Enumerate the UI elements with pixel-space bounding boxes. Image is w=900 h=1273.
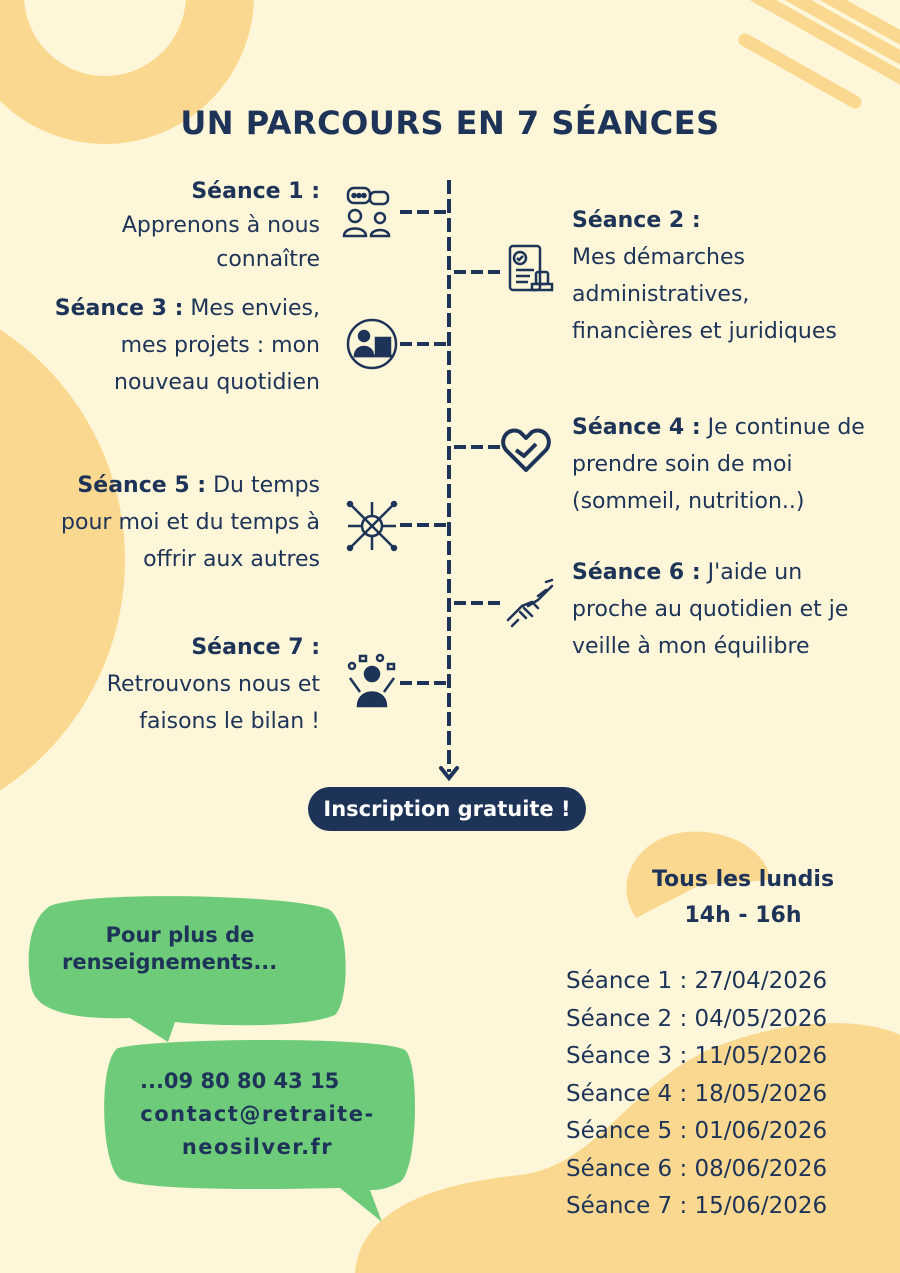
- hands-network-icon: [344, 498, 400, 554]
- contact-heading-line1: Pour plus de: [105, 923, 255, 947]
- schedule-day: Tous les lundis: [651, 867, 835, 892]
- session-7: [60, 629, 320, 740]
- session-2-label: Séance 2 :: [572, 208, 701, 233]
- session-1-label: Séance 1 :: [191, 179, 320, 204]
- juggling-person-icon: [344, 652, 400, 708]
- heart-check-icon: [498, 422, 554, 478]
- email-line2: neosilver.fr: [181, 1135, 334, 1159]
- page-title: UN PARCOURS EN 7 SÉANCES: [180, 104, 720, 142]
- session-4: [572, 409, 872, 520]
- session-4-label: Séance 4 :: [572, 415, 701, 440]
- date-item: Séance 5 : 01/06/2026: [566, 1118, 828, 1144]
- date-list: [566, 963, 827, 1226]
- session-2: [572, 202, 872, 350]
- session-5: [40, 467, 320, 578]
- session-1-text: Apprenons à nous connaître: [121, 213, 320, 272]
- schedule: [630, 862, 856, 934]
- session-7-text: Retrouvons nous et faisons le bilan !: [106, 672, 320, 734]
- session-3: [40, 290, 320, 401]
- session-4-text: Je continue de prendre soin de moi (sommeil, nutrition..): [572, 415, 865, 514]
- phone-number[interactable]: ...09 80 80 43 15: [140, 1069, 340, 1093]
- contact-details: [120, 1065, 395, 1164]
- chat-people-icon: [340, 184, 396, 240]
- date-item: Séance 1 : 27/04/2026: [566, 968, 828, 994]
- session-1: [60, 175, 320, 277]
- helping-hand-icon: [502, 576, 558, 632]
- session-5-text: Du temps pour moi et du temps à offrir aux autres: [61, 473, 320, 572]
- session-6-text: J'aide un proche au quotidien et je veille à mon équilibre: [572, 560, 849, 659]
- office-desk-icon: [344, 316, 400, 372]
- schedule-hours: 14h - 16h: [684, 903, 802, 928]
- session-5-label: Séance 5 :: [77, 473, 207, 498]
- contact-heading-line2: renseignements...: [62, 950, 278, 974]
- email-address[interactable]: [120, 1098, 395, 1164]
- session-3-text: Mes envies, mes projets : mon nouveau quotidien: [114, 296, 320, 395]
- session-6: [572, 554, 872, 665]
- signup-badge[interactable]: Inscription gratuite !: [308, 787, 586, 831]
- session-2-text: Mes démarches administratives, financières et juridiques: [572, 245, 837, 344]
- session-7-label: Séance 7 :: [191, 635, 320, 660]
- session-6-label: Séance 6 :: [572, 560, 701, 585]
- date-item: Séance 7 : 15/06/2026: [566, 1193, 828, 1219]
- date-item: Séance 4 : 18/05/2026: [566, 1080, 828, 1107]
- email-line1: contact@retraite-: [140, 1102, 375, 1126]
- date-item: Séance 6 : 08/06/2026: [566, 1155, 828, 1182]
- contact-heading: [60, 922, 300, 976]
- document-stamp-icon: [502, 242, 558, 298]
- session-3-label: Séance 3 :: [54, 296, 184, 321]
- date-item: Séance 2 : 04/05/2026: [566, 1005, 828, 1032]
- date-item: Séance 3 : 11/05/2026: [566, 1043, 828, 1069]
